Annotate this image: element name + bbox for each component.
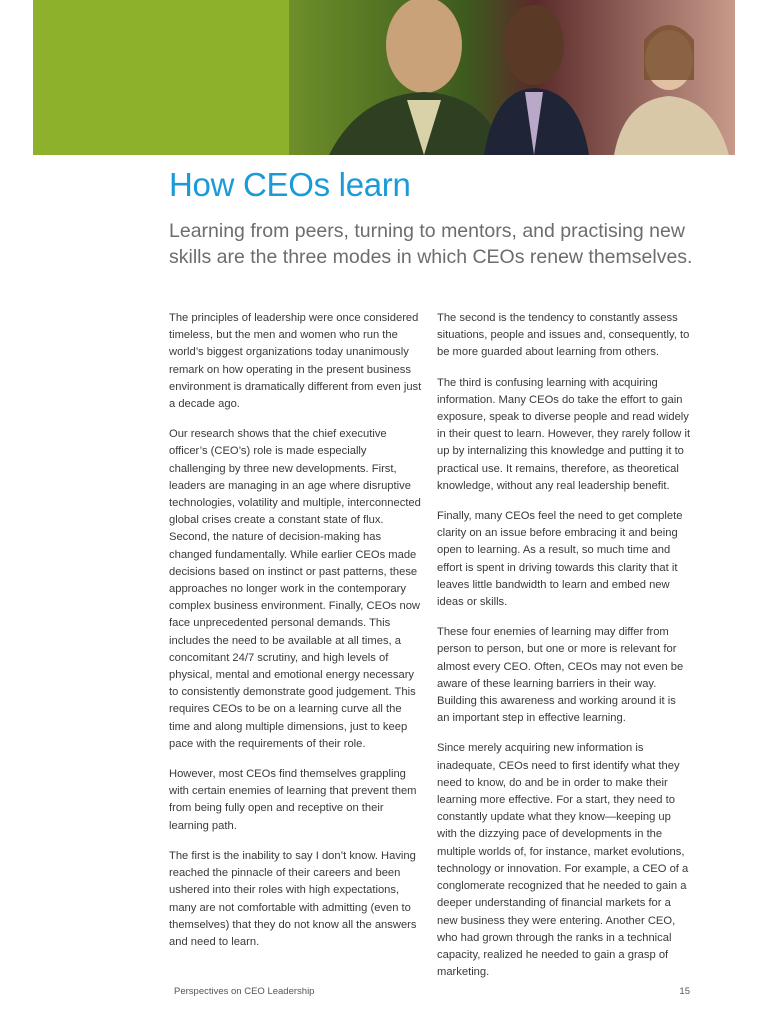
page-title: How CEOs learn <box>169 166 411 203</box>
header-banner <box>33 0 735 155</box>
paragraph: However, most CEOs find themselves grappling with certain enemies of learning that prevent them from being fully open and receptive on their learning path. <box>169 768 417 832</box>
paragraph: Finally, many CEOs feel the need to get complete clarity on an issue before embracing it and being open to learning. As a result, so much time and effort is spent in driving towards this clarity that it leaves little bandwidth to learn and embed new ideas or skills. <box>437 510 683 609</box>
paragraph: Since merely acquiring new information is inadequate, CEOs need to first identify what they need to know, do and be in order to make their learning more effective. For a start, they need to constantly update what they know—keeping up with the dizzying pace of developments in the multiple worlds of, for instance, market evolutions, technology or innovation. For example, a CEO of a conglomerate recognized that he needed to gain a deeper understanding of financial markets for a new business they were entering. Another CEO, who had grown through the ranks in a technical capacity, realized he needed to gain a grasp of marketing. <box>437 742 689 979</box>
business-people-photo <box>289 0 735 155</box>
page-subtitle: Learning from peers, turning to mentors, and practising new skills are the three modes in which CEOs renew themselves. <box>169 220 693 268</box>
left-text-column <box>169 310 423 964</box>
paragraph: The first is the inability to say I don’t know. Having reached the pinnacle of their careers and been ushered into their roles with high expectations, many are not comfortable with admitting (even to themselves) that they do not know all the answers and need to learn. <box>169 849 417 948</box>
green-color-block <box>33 0 289 155</box>
paragraph: The principles of leadership were once considered timeless, but the men and women who run the world’s biggest organizations today unanimously remark on how operating in the present business environment is dramatically different from even just a decade ago. <box>169 312 422 411</box>
paragraph: The third is confusing learning with acquiring information. Many CEOs do take the effort to gain exposure, speak to diverse people and read widely in their quest to learn. However, they rarely follow it up by internalizing this knowledge and putting it to practical use. It remains, therefore, as theoretical knowledge, without any real leadership benefit. <box>437 376 691 492</box>
paragraph: The second is the tendency to constantly assess situations, people and issues and, consequently, to be more guarded about learning from others. <box>437 312 690 359</box>
footer-publication: Perspectives on CEO Leadership <box>174 986 315 997</box>
right-text-column <box>437 310 691 994</box>
paragraph: These four enemies of learning may differ from person to person, but one or more is relevant for almost every CEO. Often, CEOs may not even be aware of these learning barriers in their way. Building this awareness and working around it is an important step in effective learning. <box>437 626 684 725</box>
paragraph: Our research shows that the chief executive officer’s (CEO’s) role is made especially challenging by three new developments. First, leaders are managing in an age where disruptive technologies, volatility and multiple, interconnected global crises create a constant state of flux. Second, the nature of decision-making has changed fundamentally. While earlier CEOs made decisions based on instinct or past patterns, these approaches no longer work in the contemporary complex business environment. Finally, CEOs now face unprecedented personal demands. This includes the need to be available at all times, a concomitant 24/7 scrutiny, and high levels of physical, mental and emotional energy necessary to consistently demonstrate good judgement. This requires CEOs to be on a learning curve all the time and along multiple dimensions, just to keep pace with the requirements of their role. <box>169 428 421 750</box>
page-number: 15 <box>679 986 690 997</box>
